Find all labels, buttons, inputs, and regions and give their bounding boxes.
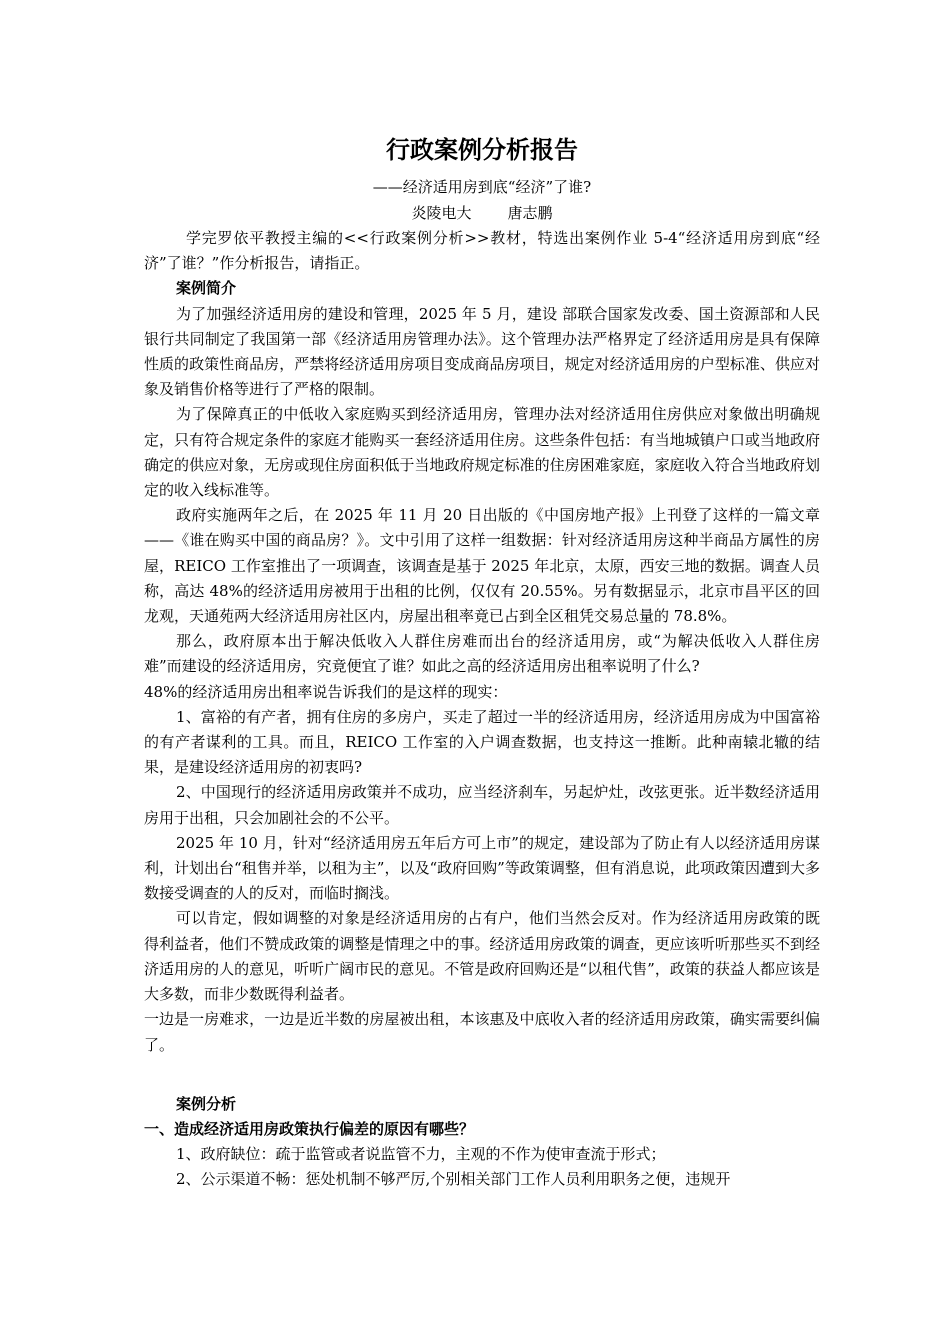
paragraph: 1、富裕的有产者，拥有住房的多房户，买走了超过一半的经济适用房，经济适用房成为中国富裕的有产者谋利的工具。而且，REICO 工作室的入户调查数据，也支持这一推断。此种南辕北辙的结果，是建设经济适用房的初衷吗? <box>144 707 820 777</box>
intro-paragraph: 学完罗依平教授主编的<<行政案例分析>>教材，特选出案例作业 5-4“经济适用房到底“经济”了谁？”作分析报告，请指正。 <box>144 229 820 273</box>
document-subtitle: ——经济适用房到底“经济”了谁? <box>372 178 592 196</box>
paragraph: 那么，政府原本出于解决低收入人群住房难而出台的经济适用房，或“为解决低收入人群住房难”而建设的经济适用房，究竟便宜了谁？如此之高的经济适用房出租率说明了什么? <box>144 632 820 676</box>
section-heading-case-intro: 案例简介 <box>176 279 237 298</box>
document-title: 行政案例分析报告 <box>386 136 578 164</box>
author-name: 唐志鹏 <box>507 204 553 222</box>
paragraph: 2、中国现行的经济适用房政策并不成功，应当经济刹车，另起炉灶，改弦更张。近半数经济适用房用于出租，只会加剧社会的不公平。 <box>144 783 820 827</box>
paragraph: 48%的经济适用房出租率说告诉我们的是这样的现实： <box>144 682 508 701</box>
paragraph: 可以肯定，假如调整的对象是经济适用房的占有户，他们当然会反对。作为经济适用房政策的既得利益者，他们不赞成政策的调整是情理之中的事。经济适用房政策的调查，更应该听听那些买不到经济适用房的人的意见，听听广阔市民的意见。不管是政府回购还是“以租代售”，政策的获益人都应该是大多数，而非少数既得利益者。 <box>144 909 820 1004</box>
spacer <box>144 1058 820 1092</box>
analysis-item: 1、政府缺位：疏于监管或者说监管不力，主观的不作为使审查流于形式； <box>176 1145 666 1164</box>
author-school: 炎陵电大 <box>411 204 472 222</box>
section-heading-case-analysis: 案例分析 <box>176 1094 237 1113</box>
paragraph: 2025 年 10 月，针对“经济适用房五年后方可上市”的规定，建设部为了防止有人以经济适用房谋利，计划出台“租售并举，以租为主”，以及“政府回购”等政策调整，但有消息说，此项政策因遭到大多数接受调查的人的反对，而临时搁浅。 <box>144 833 820 903</box>
question-heading: 一、造成经济适用房政策执行偏差的原因有哪些？ <box>144 1119 475 1138</box>
author-line <box>144 200 820 226</box>
analysis-item: 2、公示渠道不畅：惩处机制不够严厉,个别相关部门工作人员利用职务之便，违规开 <box>176 1170 731 1189</box>
paragraph: 为了保障真正的中低收入家庭购买到经济适用房，管理办法对经济适用住房供应对象做出明确规定，只有符合规定条件的家庭才能购买一套经济适用住房。这些条件包括：有当地城镇户口或当地政府确定的供应对象，无房或现住房面积低于当地政府规定标准的住房困难家庭，家庭收入符合当地政府划定的收入线标准等。 <box>144 405 820 500</box>
paragraph: 政府实施两年之后，在 2025 年 11 月 20 日出版的《中国房地产报》上刊登了这样的一篇文章——《谁在购买中国的商品房？》。文中引用了这样一组数据：针对经济适用房这种半商品方属性的房屋，REICO 工作室推出了一项调查，该调查是基于 2025 年北京，太原，西安三地的数据。调查人员称，高达 48%的经济适用房被用于出租的比例，仅仅有 20.55%。另有数据显示，北京市昌平区的回龙观，天通苑两大经济适用房社区内，房屋出租率竟已占到全区租凭交易总量的 78.8%。 <box>144 506 820 626</box>
document-body <box>144 130 820 1193</box>
paragraph: 一边是一房难求，一边是近半数的房屋被出租，本该惠及中底收入者的经济适用房政策，确实需要纠偏了。 <box>144 1010 820 1054</box>
paragraph: 为了加强经济适用房的建设和管理，2025 年 5 月，建设 部联合国家发改委、国土资源部和人民银行共同制定了我国第一部《经济适用房管理办法》。这个管理办法严格界定了经济适用房是具有保障性质的政策性商品房，严禁将经济适用房项目变成商品房项目，规定对经济适用房的户型标准、供应对象及销售价格等进行了严格的限制。 <box>144 304 820 399</box>
